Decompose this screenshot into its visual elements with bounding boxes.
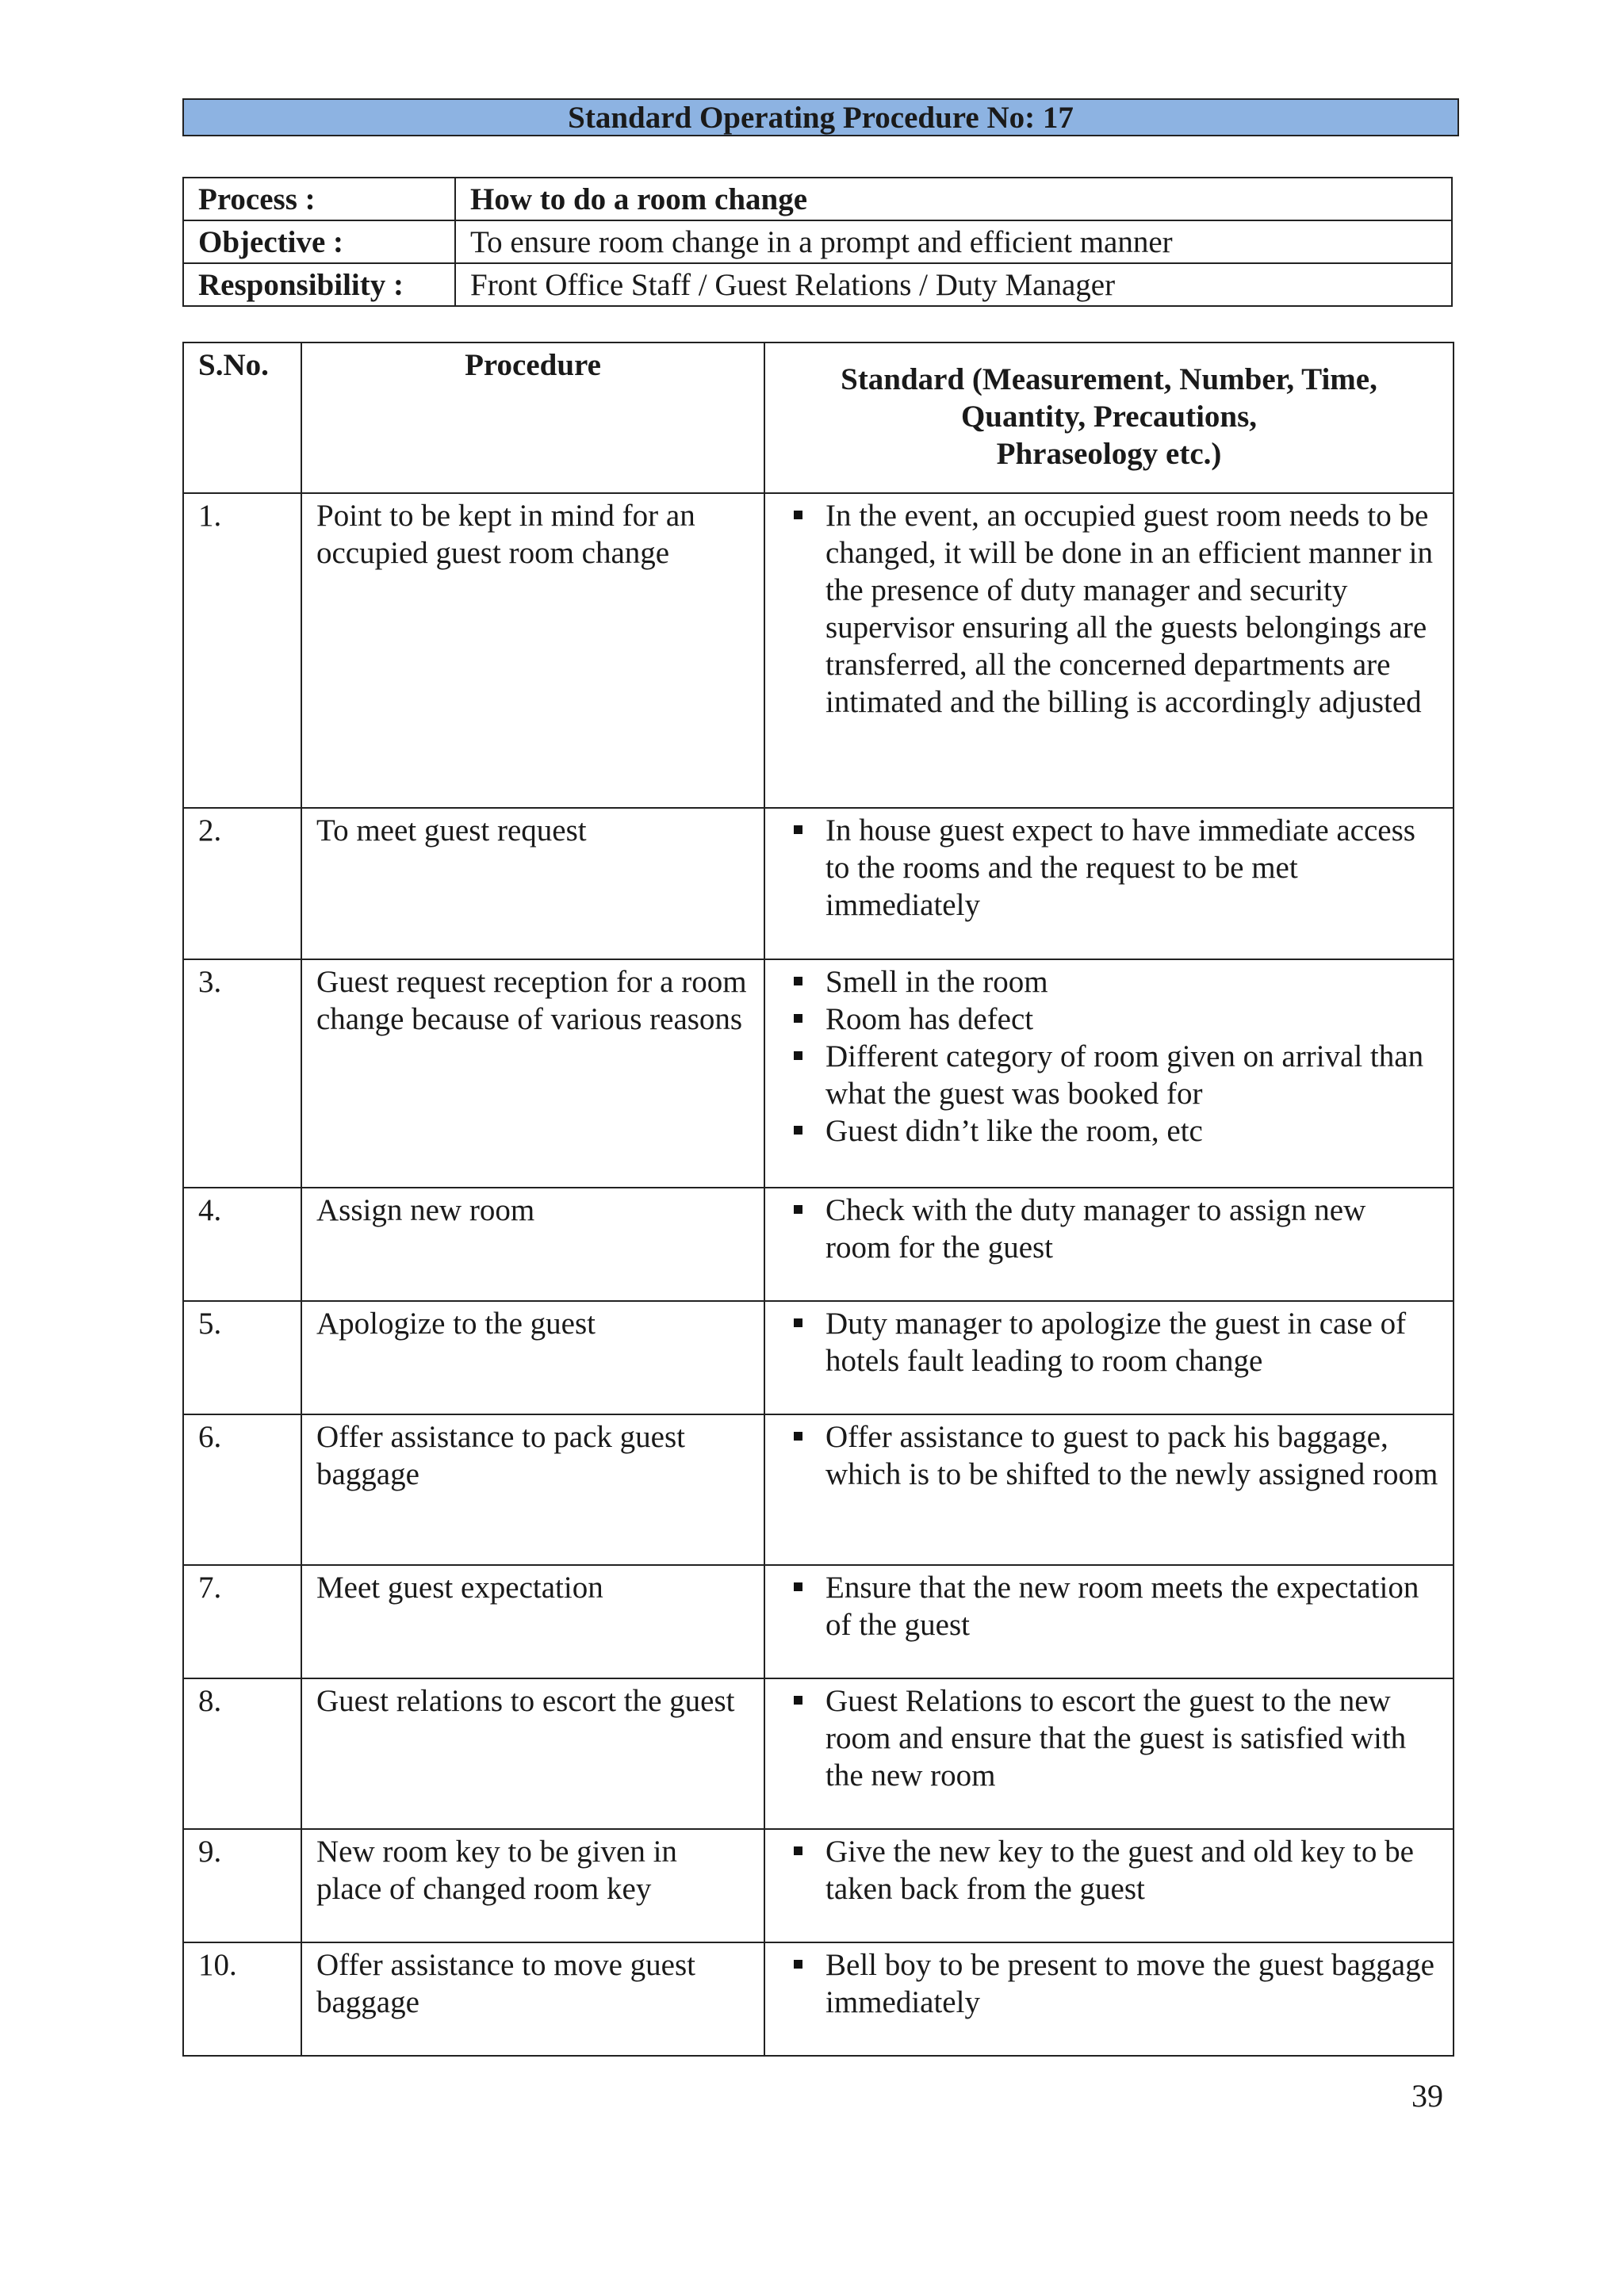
procedure-header: Procedure [301,342,764,493]
standard-bullet: Room has defect [779,1001,1438,1038]
standard-cell [764,808,1454,959]
standard-bullet: In house guest expect to have immediate access to the rooms and the request to be met immediately [779,812,1438,924]
standard-header [764,342,1454,493]
table-row [183,1414,1454,1565]
standard-cell [764,1942,1454,2056]
standard-header-line2: Quantity, Precautions, [960,400,1258,434]
sno-header: S.No. [183,342,301,493]
sno-cell: 4. [183,1188,301,1301]
table-header-row [183,342,1454,493]
process-row [183,178,1452,220]
objective-value: To ensure room change in a prompt and efficient manner [455,220,1452,263]
standard-bullet: Different category of room given on arrival than what the guest was booked for [779,1038,1438,1112]
table-row [183,959,1454,1188]
standard-cell [764,1678,1454,1829]
sno-cell: 1. [183,493,301,808]
standard-bullet: Guest Relations to escort the guest to the new room and ensure that the guest is satisfied with the new room [779,1682,1438,1794]
sop-title: Standard Operating Procedure No: 17 [182,98,1459,136]
standard-bullet: Bell boy to be present to move the guest baggage immediately [779,1946,1438,2021]
procedure-cell: Apologize to the guest [301,1301,764,1414]
standard-cell [764,1301,1454,1414]
standard-cell [764,1829,1454,1942]
procedure-table [182,342,1454,2057]
responsibility-label: Responsibility : [183,263,455,306]
standard-cell [764,493,1454,808]
procedure-cell: Meet guest expectation [301,1565,764,1678]
responsibility-row [183,263,1452,306]
sno-cell: 3. [183,959,301,1188]
table-row [183,493,1454,808]
standard-cell [764,1188,1454,1301]
objective-row [183,220,1452,263]
process-info-table [182,177,1453,307]
objective-label: Objective : [183,220,455,263]
standard-bullet: In the event, an occupied guest room needs to be changed, it will be done in an efficient manner in the presence of duty manager and security supervisor ensuring all the guests belongings are transferred, all the concerned departments are intimated and the billing is accordingly adjusted [779,497,1438,721]
table-row [183,1301,1454,1414]
standard-bullet: Duty manager to apologize the guest in case of hotels fault leading to room change [779,1305,1438,1380]
procedure-cell: To meet guest request [301,808,764,959]
table-row [183,1829,1454,1942]
standard-cell [764,1414,1454,1565]
standard-cell [764,959,1454,1188]
standard-bullet: Offer assistance to guest to pack his baggage, which is to be shifted to the newly assigned room [779,1418,1438,1493]
process-value: How to do a room change [455,178,1452,220]
procedure-cell: Offer assistance to move guest baggage [301,1942,764,2056]
standard-bullet: Guest didn’t like the room, etc [779,1112,1438,1150]
table-row [183,1678,1454,1829]
sno-cell: 9. [183,1829,301,1942]
sno-cell: 2. [183,808,301,959]
standard-bullet: Check with the duty manager to assign new room for the guest [779,1192,1438,1266]
procedure-cell: Guest relations to escort the guest [301,1678,764,1829]
table-row [183,808,1454,959]
procedure-cell: New room key to be given in place of changed room key [301,1829,764,1942]
procedure-cell: Offer assistance to pack guest baggage [301,1414,764,1565]
standard-bullet: Ensure that the new room meets the expectation of the guest [779,1569,1438,1644]
sno-cell: 10. [183,1942,301,2056]
page-number: 39 [1411,2078,1443,2114]
sno-cell: 8. [183,1678,301,1829]
process-label: Process : [183,178,455,220]
procedure-cell: Guest request reception for a room change because of various reasons [301,959,764,1188]
procedure-cell: Assign new room [301,1188,764,1301]
procedure-cell: Point to be kept in mind for an occupied guest room change [301,493,764,808]
standard-bullet: Give the new key to the guest and old key to be taken back from the guest [779,1833,1438,1908]
responsibility-value: Front Office Staff / Guest Relations / Duty Manager [455,263,1452,306]
sno-cell: 7. [183,1565,301,1678]
standard-header-line1: Standard (Measurement, Number, Time, [841,362,1377,396]
standard-bullet: Smell in the room [779,963,1438,1001]
table-row [183,1565,1454,1678]
table-row [183,1942,1454,2056]
sno-cell: 6. [183,1414,301,1565]
table-row [183,1188,1454,1301]
sno-cell: 5. [183,1301,301,1414]
standard-cell [764,1565,1454,1678]
standard-header-line3: Phraseology etc.) [996,437,1222,471]
